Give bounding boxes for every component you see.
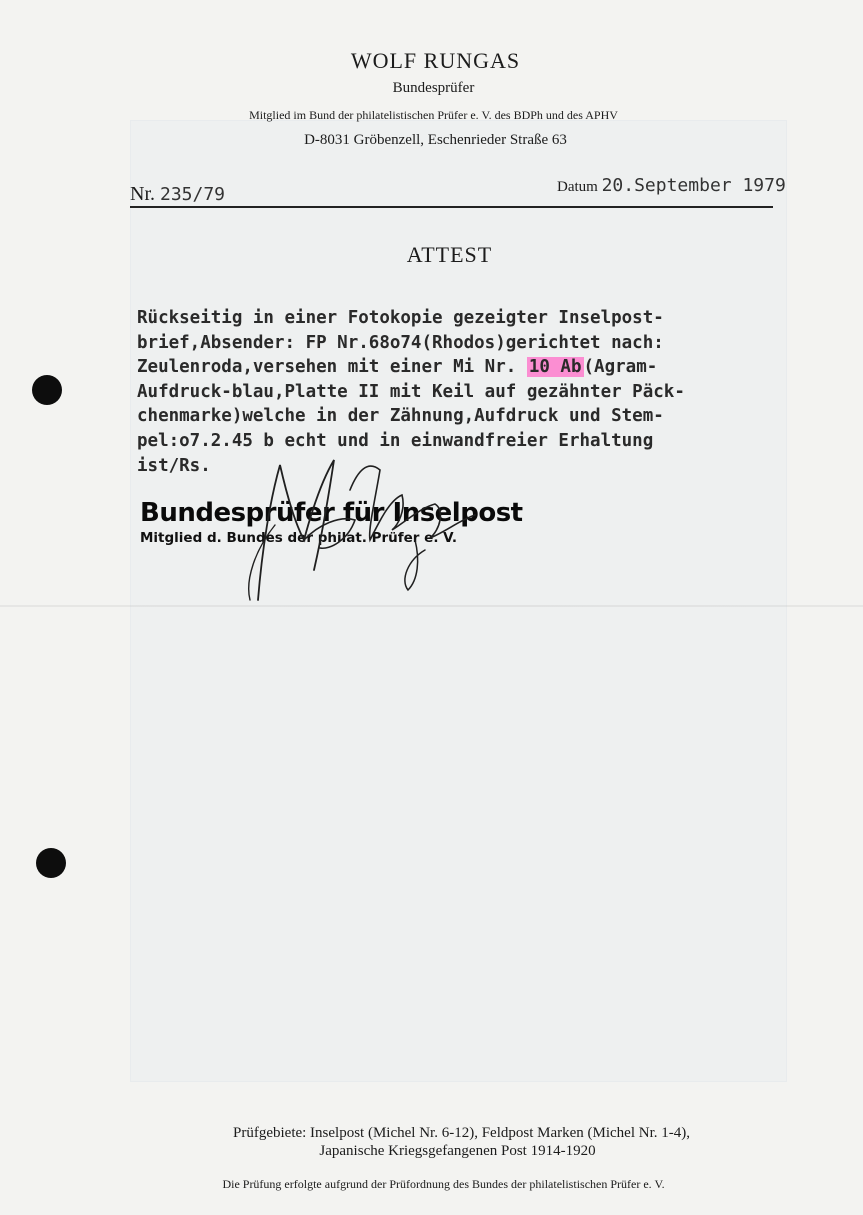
header-rule xyxy=(130,206,773,208)
footer-examination-areas: Prüfgebiete: Inselpost (Michel Nr. 6-12), Feldpost Marken (Michel Nr. 1-4), xyxy=(233,1125,690,1141)
membership-line: Mitglied im Bund der philatelistischen Prüfer e. V. des BDPh und des APHV xyxy=(249,108,618,122)
body-line: ist/Rs. xyxy=(137,455,211,476)
certificate-number xyxy=(130,183,225,206)
body-line-part: Zeulenroda,versehen mit einer Mi Nr. xyxy=(137,357,527,378)
punch-hole-bottom xyxy=(36,848,66,878)
address-line: D-8031 Gröbenzell, Eschenrieder Straße 63 xyxy=(304,132,567,148)
body-line: chenmarke)welche in der Zähnung,Aufdruck und Stem- xyxy=(137,406,664,427)
nr-value: 235/79 xyxy=(160,184,226,205)
examiner-title: Bundesprüfer xyxy=(392,80,475,96)
body-line: Rückseitig in einer Fotokopie gezeigter Inselpost- xyxy=(137,308,664,328)
nr-label: Nr. xyxy=(130,183,155,205)
catalog-number-highlight: 10 Ab xyxy=(528,357,582,378)
body-line xyxy=(137,355,849,380)
body-line-part: (Agram- xyxy=(583,357,658,378)
examiner-name: WOLF RUNGAS xyxy=(350,48,521,73)
date-value: 20.September 1979 xyxy=(601,175,786,196)
date-label: Datum xyxy=(557,179,598,195)
body-line: brief,Absender: FP Nr.68o74(Rhodos)gerichtet nach: xyxy=(137,332,664,353)
body-line: pel:o7.2.45 b echt und in einwandfreier Erhaltung xyxy=(137,430,654,451)
examiner-stamp-title: Bundesprüfer für Inselpost xyxy=(140,498,523,528)
handwritten-signature xyxy=(230,430,490,610)
certificate-date xyxy=(557,175,786,196)
examiner-stamp-membership: Mitglied d. Bundes der philat. Prüfer e. V. xyxy=(140,530,457,546)
footer-examination-areas-cont: Japanische Kriegsgefangenen Post 1914-1920 xyxy=(319,1143,596,1159)
punch-hole-top xyxy=(32,375,62,405)
document-title: ATTEST xyxy=(406,242,493,267)
body-line: Aufdruck-blau,Platte II mit Keil auf gezähnter Päck- xyxy=(137,381,685,402)
footer-regulation-note: Die Prüfung erfolgte aufgrund der Prüfordnung des Bundes der philatelistischen Prüfer e. V. xyxy=(222,1177,665,1191)
